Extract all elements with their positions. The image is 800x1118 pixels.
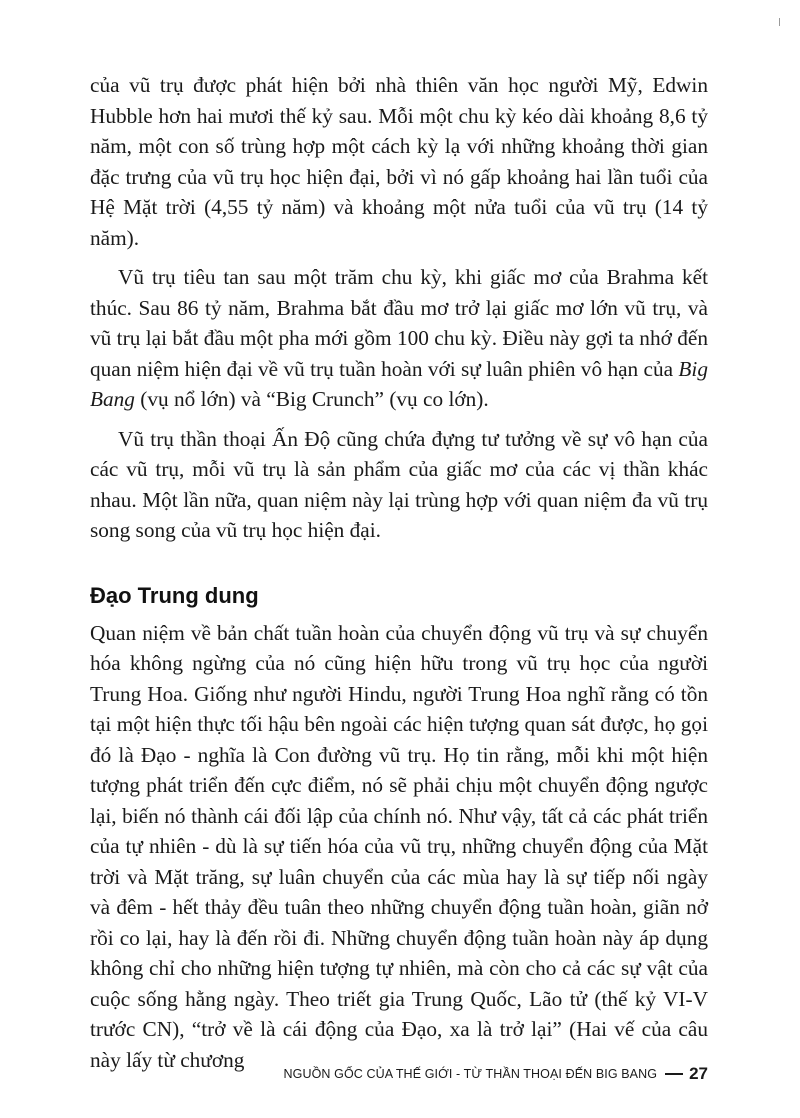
crop-mark xyxy=(779,18,780,26)
paragraph-text: của vũ trụ được phát hiện bởi nhà thiên văn học người Mỹ, Edwin Hubble hơn hai mươi thế kỷ sau. Mỗi một chu kỳ kéo dài khoảng 8,6 tỷ năm, một con số trùng hợp một cách kỳ lạ với những khoảng thời gian đặc trưng của vũ trụ học hiện đại, bởi vì nó gấp khoảng hai lần tuổi của Hệ Mặt trời (4,55 tỷ năm) và khoảng một nửa tuổi của vũ trụ (14 tỷ năm). xyxy=(90,73,708,250)
paragraph-indian-cosmology xyxy=(90,424,708,546)
section-heading: Đạo Trung dung xyxy=(90,582,259,608)
paragraph-brahma-dream xyxy=(90,262,708,415)
footer-dash xyxy=(665,1073,683,1075)
paragraph-text: Quan niệm về bản chất tuần hoàn của chuyển động vũ trụ và sự chuyển hóa không ngừng của nó cũng hiện hữu trong vũ trụ học của người Trung Hoa. Giống như người Hindu, người Trung Hoa nghĩ rằng có tồn tại một hiện thực tối hậu bên ngoài các hiện tượng quan sát được, họ gọi đó là Đạo - nghĩa là Con đường vũ trụ. Họ tin rằng, mỗi khi một hiện tượng phát triển đến cực điểm, nó sẽ phải chịu một chuyển động ngược lại, biến nó thành cái đối lập của chính nó. Như vậy, tất cả các phát triển của tự nhiên - dù là sự tiến hóa của vũ trụ, những chuyển động của Mặt trời và Mặt trăng, sự luân chuyển của các mùa hay là sự tiếp nối ngày và đêm - hết thảy đều tuân theo những chuyển động tuần hoàn, giãn nở rồi co lại, hay là đến rồi đi. Những chuyển động tuần hoàn này áp dụng không chỉ cho những hiện tượng tự nhiên, mà còn cho cả các sự vật của cuộc sống hằng ngày. Theo triết gia Trung Quốc, Lão tử (thế kỷ VI-V trước CN), “trở về là cái động của Đạo, xa là trở lại” (Hai vế của câu này lấy từ chương xyxy=(90,620,708,1072)
paragraph-text: Vũ trụ thần thoại Ấn Độ cũng chứa đựng tư tưởng về sự vô hạn của các vũ trụ, mỗi vũ trụ là sản phẩm của giấc mơ của các vị thần khác nhau. Một lần nữa, quan niệm này lại trùng hợp với quan niệm đa vũ trụ song song của vũ trụ học hiện đại. xyxy=(90,426,708,542)
italic-term: Big Bang xyxy=(90,356,708,411)
paragraph-text: (vụ nổ lớn) và “Big Crunch” (vụ co lớn). xyxy=(134,387,489,411)
page-body xyxy=(90,70,708,1075)
paragraph-text: Vũ trụ tiêu tan sau một trăm chu kỳ, khi giấc mơ của Brahma kết thúc. Sau 86 tỷ năm, Brahma bắt đầu mơ trở lại giấc mơ lớn vũ trụ, và vũ trụ lại bắt đầu một pha mới gồm 100 chu kỳ. Điều này gợi ta nhớ đến quan niệm hiện đại về vũ trụ tuần hoàn với sự luân phiên vô hạn của xyxy=(90,265,708,381)
paragraph-chinese-cosmology xyxy=(90,618,708,1076)
running-title: NGUỒN GỐC CỦA THẾ GIỚI - TỪ THẦN THOẠI ĐẾN BIG BANG xyxy=(283,1067,658,1081)
paragraph-continued xyxy=(90,70,708,253)
page-footer xyxy=(0,1064,708,1084)
page-number: 27 xyxy=(689,1064,708,1083)
